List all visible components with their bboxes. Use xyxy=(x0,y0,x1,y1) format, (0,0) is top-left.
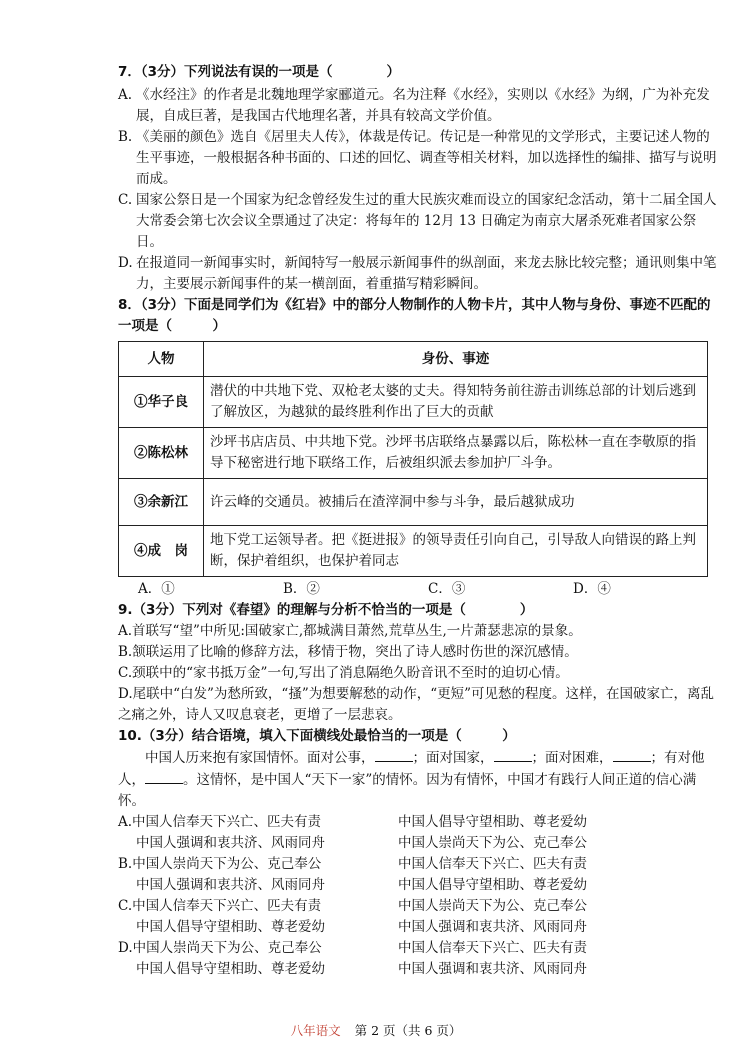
option-text: 《美丽的颜色》选自《居里夫人传》，体裁是传记。传记是一种常见的文学形式，主要记述人物的生平事迹，一般根据各种书面的、口述的回忆、调查等相关材料，加以选择性的编排、描写与说明而成。 xyxy=(136,129,717,187)
option-phrase: C.中国人信奉天下兴亡、匹夫有责 xyxy=(118,898,322,914)
question-7-option-d xyxy=(118,253,718,295)
question-9-option-d: D.尾联中“白发”为愁所致，“搔”为想要解愁的动作，“更短”可见愁的程度。这样，在国破家亡，离乱之痛之外，诗人又叹息衰老，更增了一层悲哀。 xyxy=(118,686,715,723)
question-9 xyxy=(118,600,718,726)
question-9-option-c: C.颈联中的“家书抵万金”一句,写出了消息隔绝久盼音讯不至时的迫切心情。 xyxy=(118,665,569,681)
page-footer xyxy=(0,1020,752,1041)
option-phrase: 中国人倡导守望相助、尊老爱幼 xyxy=(398,814,587,830)
question-9-option-b: B.颔联运用了比喻的修辞方法，移情于物，突出了诗人感时伤世的深沉感情。 xyxy=(118,644,578,660)
choice-a: A．① xyxy=(138,581,175,597)
option-phrase: D.中国人崇尚天下为公、克己奉公 xyxy=(118,940,322,956)
answer-blank xyxy=(145,769,183,784)
question-8-title: 8．（3分）下面是同学们为《红岩》中的部分人物制作的人物卡片，其中人物与身份、事迹不匹配的一项是（ ） xyxy=(118,297,711,334)
option-label: C. xyxy=(118,192,133,208)
option-label: D. xyxy=(118,255,133,271)
option-phrase: 中国人强调和衷共济、风雨同舟 xyxy=(136,877,325,893)
option-phrase: 中国人信奉天下兴亡、匹夫有责 xyxy=(398,940,587,956)
option-label: A. xyxy=(118,87,133,103)
option-phrase: 中国人强调和衷共济、风雨同舟 xyxy=(398,919,587,935)
answer-blank xyxy=(375,747,413,762)
character-desc: 沙坪书店店员、中共地下党。沙坪书店联络点暴露以后，陈松林一直在李敬原的指导下秘密进行地下联络工作，后被组织派去参加护厂斗争。 xyxy=(204,428,708,479)
option-phrase: A.中国人信奉天下兴亡、匹夫有责 xyxy=(118,814,322,830)
option-text: 国家公祭日是一个国家为纪念曾经发生过的重大民族灾难而设立的国家纪念活动，第十二届全国人大常委会第七次会议全票通过了决定：将每年的 12月 13 日确定为南京大屠杀死难者国家公祭日。 xyxy=(136,192,717,250)
option-label: B. xyxy=(118,129,133,145)
character-name: ②陈松林 xyxy=(119,428,204,479)
passage-part: ；面对困难， xyxy=(531,750,613,766)
character-desc: 许云峰的交通员。被捕后在渣滓洞中参与斗争，最后越狱成功 xyxy=(204,479,708,526)
table-row xyxy=(119,479,708,526)
question-10-option-b xyxy=(118,854,718,896)
header-identity: 身份、事迹 xyxy=(204,342,708,377)
question-7-option-b xyxy=(118,127,718,190)
footer-subject: 八年语文 xyxy=(290,1023,341,1038)
character-card-table xyxy=(118,341,708,577)
option-phrase: 中国人崇尚天下为公、克己奉公 xyxy=(398,835,587,851)
choice-b: B．② xyxy=(283,581,320,597)
footer-page-number: 第 2 页（共 6 页） xyxy=(354,1023,462,1038)
passage-part: 中国人历来抱有家国情怀。面对公事， xyxy=(145,750,375,766)
question-10 xyxy=(118,726,718,980)
choice-d: D．④ xyxy=(573,581,611,597)
question-9-title: 9.（3分）下列对《春望》的理解与分析不恰当的一项是（ ） xyxy=(118,602,534,618)
question-7 xyxy=(118,62,718,295)
table-header-row xyxy=(119,342,708,377)
question-8-choices xyxy=(118,579,718,600)
question-10-title: 10.（3分）结合语境，填入下面横线处最恰当的一项是（ ） xyxy=(118,728,516,744)
answer-blank xyxy=(613,747,651,762)
character-desc: 地下党工运领导者。把《挺进报》的领导责任引向自己，引导敌人向错误的路上判断，保护着组织，也保护着同志 xyxy=(204,526,708,577)
option-phrase: 中国人崇尚天下为公、克己奉公 xyxy=(398,898,587,914)
option-phrase: 中国人倡导守望相助、尊老爱幼 xyxy=(136,961,325,977)
question-10-passage xyxy=(118,747,718,812)
option-text: 在报道同一新闻事实时，新闻特写一般展示新闻事件的纵剖面，来龙去脉比较完整；通讯则集中笔力，主要展示新闻事件的某一横剖面，着重描写精彩瞬间。 xyxy=(136,255,717,292)
passage-part: ；有对他人， xyxy=(118,750,705,788)
page-content xyxy=(118,62,718,980)
passage-part: ；面对国家， xyxy=(412,750,494,766)
choice-c: C．③ xyxy=(428,581,466,597)
character-name: ③余新江 xyxy=(119,479,204,526)
table-row xyxy=(119,526,708,577)
character-desc: 潜伏的中共地下党、双枪老太婆的丈夫。得知特务前往游击训练总部的计划后逃到了解放区，为越狱的最终胜利作出了巨大的贡献 xyxy=(204,377,708,428)
question-8 xyxy=(118,295,718,600)
character-name: ④成 岗 xyxy=(119,526,204,577)
question-10-option-c xyxy=(118,896,718,938)
option-text: 《水经注》的作者是北魏地理学家郦道元。名为注释《水经》，实则以《水经》为纲，广为补充发展，自成巨著，是我国古代地理名著，并具有较高文学价值。 xyxy=(136,87,710,124)
question-7-option-c xyxy=(118,190,718,253)
answer-blank xyxy=(494,747,532,762)
option-phrase: B.中国人崇尚天下为公、克己奉公 xyxy=(118,856,322,872)
header-character: 人物 xyxy=(119,342,204,377)
option-phrase: 中国人倡导守望相助、尊老爱幼 xyxy=(136,919,325,935)
option-phrase: 中国人强调和衷共济、风雨同舟 xyxy=(398,961,587,977)
option-phrase: 中国人信奉天下兴亡、匹夫有责 xyxy=(398,856,587,872)
passage-part: 。这情怀，是中国人“天下一家”的情怀。因为有情怀，中国才有践行人间正道的信心满怀。 xyxy=(118,772,697,809)
character-name: ①华子良 xyxy=(119,377,204,428)
question-9-option-a: A.首联写“望”中所见:国破家亡,都城满目萧然,荒草丛生,一片萧瑟悲凉的景象。 xyxy=(118,623,582,639)
question-10-option-d xyxy=(118,938,718,980)
question-7-title: 7．（3分）下列说法有误的一项是（ ） xyxy=(118,64,401,80)
question-10-option-a xyxy=(118,812,718,854)
table-row xyxy=(119,377,708,428)
option-phrase: 中国人强调和衷共济、风雨同舟 xyxy=(136,835,325,851)
table-row xyxy=(119,428,708,479)
option-phrase: 中国人倡导守望相助、尊老爱幼 xyxy=(398,877,587,893)
question-7-option-a xyxy=(118,85,718,127)
